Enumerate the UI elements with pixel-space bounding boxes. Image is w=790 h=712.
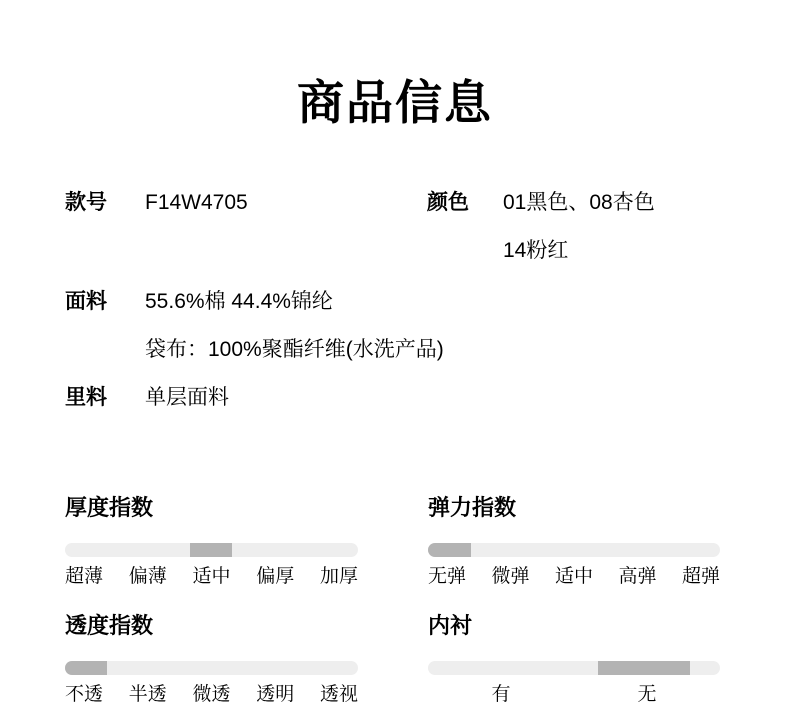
row-fabric-line2	[0, 336, 790, 364]
scale-label: 超弹	[681, 566, 720, 587]
thickness-title: 厚度指数	[65, 495, 154, 520]
elasticity-slider-marker	[428, 543, 471, 557]
scale-label: 微弹	[491, 566, 530, 587]
color-value-line1: 01黑色、08杏色	[503, 191, 655, 214]
elasticity-indicator	[428, 494, 720, 589]
scale-label: 微透	[192, 684, 231, 705]
elasticity-title: 弹力指数	[428, 495, 517, 520]
scale-label: 不透	[65, 684, 104, 705]
lining-label: 里料	[65, 386, 107, 409]
row-color-line2	[0, 237, 790, 265]
row-style-and-color	[0, 189, 790, 217]
fabric-value-line2: 袋布：100%聚酯纤维(水洗产品)	[145, 338, 444, 361]
transparency-scale	[65, 683, 358, 707]
thickness-indicator	[65, 494, 358, 589]
scale-label: 加厚	[319, 566, 358, 587]
row-lining	[0, 384, 790, 412]
inner-lining-slider-marker	[598, 661, 689, 675]
style-no-value: F14W4705	[145, 191, 248, 214]
thickness-slider-marker	[190, 543, 232, 557]
scale-label: 适中	[192, 566, 231, 587]
page-title: 商品信息	[297, 76, 493, 129]
inner-lining-indicator	[428, 612, 720, 707]
inner-lining-title: 内衬	[428, 613, 473, 638]
color-label: 颜色	[427, 191, 469, 214]
scale-label: 有	[491, 684, 511, 705]
inner-lining-slider-track	[428, 661, 720, 675]
scale-label: 适中	[554, 566, 593, 587]
elasticity-slider-track	[428, 543, 720, 557]
scale-label: 半透	[128, 684, 167, 705]
scale-label: 高弹	[618, 566, 657, 587]
thickness-slider-track	[65, 543, 358, 557]
color-value-line2: 14粉红	[503, 239, 569, 262]
thickness-scale	[65, 565, 358, 589]
row-fabric	[0, 288, 790, 316]
fabric-value-line1: 55.6%棉 44.4%锦纶	[145, 290, 333, 313]
fabric-label: 面料	[65, 290, 107, 313]
elasticity-scale	[428, 565, 720, 589]
scale-label: 无弹	[428, 566, 467, 587]
lining-value: 单层面料	[145, 386, 229, 409]
transparency-slider-marker	[65, 661, 107, 675]
scale-label: 无	[637, 684, 657, 705]
scale-label: 偏厚	[256, 566, 295, 587]
inner-lining-scale	[428, 683, 720, 707]
scale-label: 偏薄	[128, 566, 167, 587]
style-no-label: 款号	[65, 191, 107, 214]
scale-label: 透视	[319, 684, 358, 705]
scale-label: 透明	[256, 684, 295, 705]
transparency-title: 透度指数	[65, 613, 154, 638]
transparency-slider-track	[65, 661, 358, 675]
scale-label: 超薄	[65, 566, 104, 587]
transparency-indicator	[65, 612, 358, 707]
